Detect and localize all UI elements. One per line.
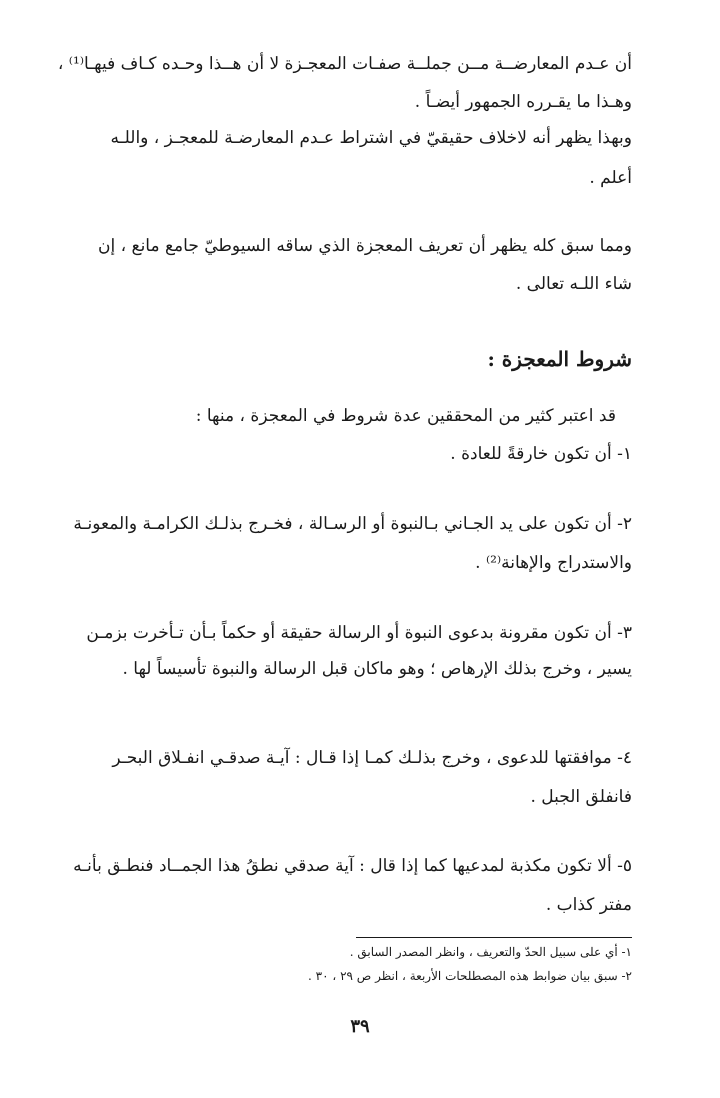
- paragraph-1-line-2: وهـذا ما يقـرره الجمهور أيضـاً .: [414, 92, 632, 112]
- paragraph-3-line-2: شاء اللـه تعالى .: [515, 274, 632, 294]
- condition-5-line-2: مفتر كذاب .: [545, 895, 632, 915]
- paragraph-3-line-1: ومما سبق كله يظهر أن تعريف المعجزة الذي ساقه السيوطيّ جامع مانع ، إن: [98, 236, 632, 256]
- condition-4-line-2: فانفلق الجبل .: [530, 787, 632, 807]
- footnote-2: ٢- سبق بيان ضوابط هذه المصطلحات الأربعة ، انظر ص ٢٩ ، ٣٠ .: [308, 969, 632, 983]
- condition-5-line-1: ٥- ألا تكون مكذبة لمدعيها كما إذا قال : آية صدقي نطقُ هذا الجمــاد فنطـق بأنـه: [73, 856, 632, 876]
- paragraph-2-line-1: وبهذا يظهر أنه لاخلاف حقيقيّ في اشتراط عـدم المعارضـة للمعجـز ، واللـه: [110, 128, 632, 148]
- paragraph-2-line-2: أعلم .: [589, 168, 632, 188]
- page-number: ٣٩: [350, 1016, 370, 1037]
- footnote-separator: [356, 937, 632, 938]
- condition-3-line-2: يسير ، وخرج بذلك الإرهاص ؛ وهو ماكان قبل الرسالة والنبوة تأسيساً لها .: [122, 659, 632, 679]
- condition-1: ١- أن تكون خارقةً للعادة .: [450, 444, 632, 464]
- intro-line: قد اعتبر كثير من المحققين عدة شروط في المعجزة ، منها :: [195, 406, 616, 426]
- condition-4-line-1: ٤- موافقتها للدعوى ، وخرج بذلـك كمـا إذا قـال : آيـة صدقـي انفـلاق البحـر: [112, 748, 632, 768]
- condition-2-line-2: والاستدراج والإهانة⁽²⁾ .: [475, 553, 632, 573]
- paragraph-1-line-1: أن عـدم المعارضــة مــن جملــة صفـات المعجـزة لا أن هــذا وحـده كـاف فيهـا⁽¹⁾ ،: [57, 54, 632, 74]
- condition-3-line-1: ٣- أن تكون مقرونة بدعوى النبوة أو الرسالة حقيقة أو حكماً بـأن تـأخرت بزمـن: [86, 623, 632, 643]
- footnote-1: ١- أي على سبيل الحدّ والتعريف ، وانظر المصدر السابق .: [349, 945, 632, 959]
- condition-2-line-1: ٢- أن تكون على يد الجـاني بـالنبوة أو الرسـالة ، فخـرج بذلـك الكرامـة والمعونـة: [73, 514, 632, 534]
- section-heading: شروط المعجزة :: [487, 347, 632, 371]
